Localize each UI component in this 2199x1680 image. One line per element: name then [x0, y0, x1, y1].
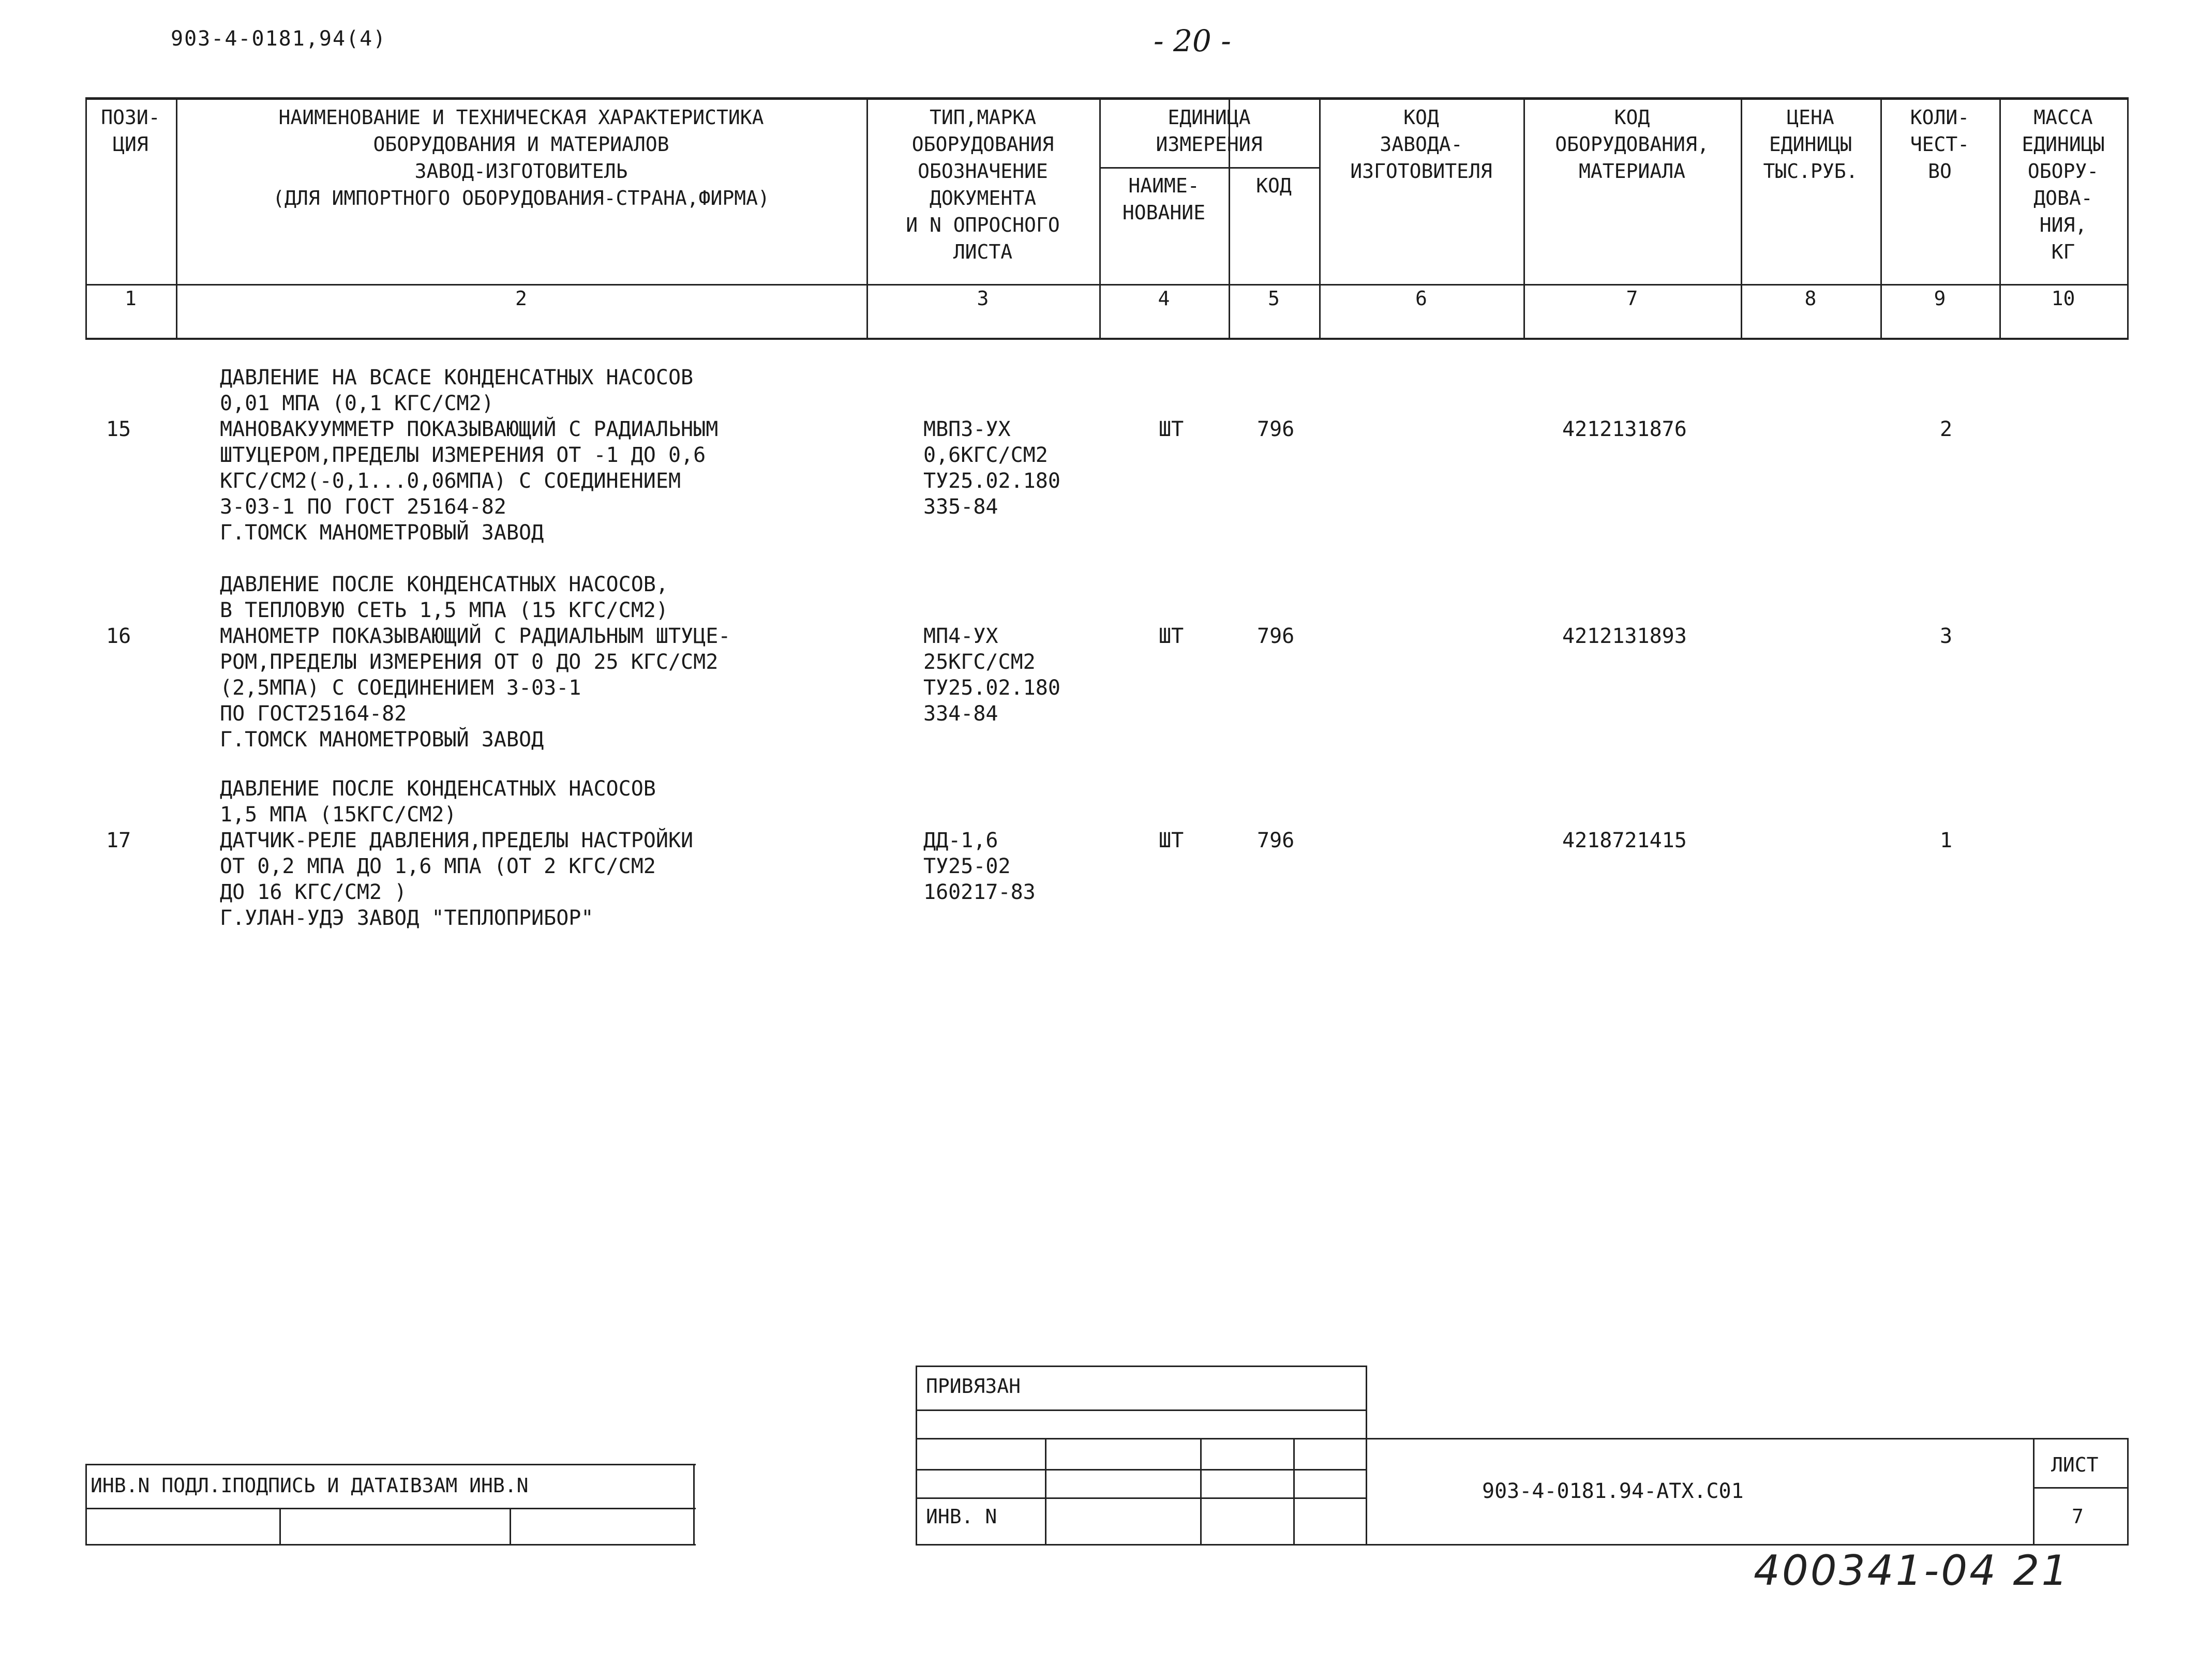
col-number: 6: [1415, 287, 1427, 310]
row-name: ДАВЛЕНИЕ ПОСЛЕ КОНДЕНСАТНЫХ НАСОСОВ 1,5 МПА (15КГС/СМ2) ДАТЧИК-РЕЛЕ ДАВЛЕНИЯ,ПРЕДЕЛЫ НАСТРОЙКИ ОТ 0,2 МПА ДО 1,6 МПА (ОТ 2 КГС/СМ2 ДО 16 КГС/СМ2 ) Г.УЛАН-УДЭ ЗАВОД "ТЕПЛОПРИБОР": [220, 777, 694, 930]
col-4-header: НАИМЕ- НОВАНИЕ: [1122, 174, 1206, 224]
row-unit-code: 796: [1257, 829, 1295, 852]
column-number-divider: [85, 284, 2129, 286]
row-type: МП4-УХ 25КГС/СМ2 ТУ25.02.180 334-84: [923, 624, 1060, 726]
col-number: 10: [2051, 287, 2075, 310]
col-3-header: ТИП,МАРКА ОБОРУДОВАНИЯ ОБОЗНАЧЕНИЕ ДОКУМЕНТА И N ОПРОСНОГО ЛИСТА: [906, 106, 1060, 263]
col-10-header: МАССА ЕДИНИЦЫ ОБОРУ- ДОВА- НИЯ, КГ: [2022, 106, 2105, 263]
col-5-header: КОД: [1256, 174, 1292, 197]
col-7-header: КОД ОБОРУДОВАНИЯ, МАТЕРИАЛА: [1555, 106, 1709, 183]
row-unit: ШТ: [1159, 624, 1184, 648]
row-unit: ШТ: [1159, 829, 1184, 852]
attached-label: ПРИВЯЗАН: [926, 1375, 1021, 1398]
col-6-header: КОД ЗАВОДА- ИЗГОТОВИТЕЛЯ: [1350, 106, 1492, 183]
unit-group-header: ЕДИНИЦА ИЗМЕРЕНИЯ: [1156, 106, 1263, 156]
page-number: - 20 -: [1154, 23, 1231, 58]
col-number: 3: [977, 287, 989, 310]
row-position: 16: [106, 624, 131, 648]
row-unit-code: 796: [1257, 417, 1295, 441]
col-number: 4: [1158, 287, 1170, 310]
row-qty: 1: [1940, 829, 1953, 852]
document-code: 903-4-0181,94(4): [171, 27, 387, 51]
col-number: 2: [515, 287, 527, 310]
col-9-header: КОЛИ- ЧЕСТ- ВО: [1910, 106, 1970, 183]
row-position: 17: [106, 829, 131, 852]
col-number: 5: [1268, 287, 1280, 310]
stamp-line: [85, 1464, 696, 1465]
inventory-number-label: ИНВ. N: [926, 1505, 997, 1528]
doc-designation: 903-4-0181.94-АТХ.С01: [1482, 1479, 1744, 1503]
row-material-code: 4218721415: [1562, 829, 1687, 852]
row-qty: 3: [1940, 624, 1953, 648]
row-unit-code: 796: [1257, 624, 1295, 648]
row-material-code: 4212131876: [1562, 417, 1687, 441]
sheet-number: 7: [2072, 1505, 2084, 1528]
row-qty: 2: [1940, 417, 1953, 441]
sheet-label: ЛИСТ: [2051, 1453, 2099, 1476]
col-2-header: НАИМЕНОВАНИЕ И ТЕХНИЧЕСКАЯ ХАРАКТЕРИСТИКА ОБОРУДОВАНИЯ И МАТЕРИАЛОВ ЗАВОД-ИЗГОТОВИТЕЛЬ (ДЛЯ ИМПОРТНОГО ОБОРУДОВАНИЯ-СТРАНА,ФИРМА): [273, 106, 770, 209]
row-type: ДД-1,6 ТУ25-02 160217-83: [923, 829, 1036, 904]
col-number: 8: [1804, 287, 1817, 310]
row-position: 15: [106, 417, 131, 441]
approval-labels: ИНВ.N ПОДЛ.IПОДПИСЬ И ДАТАIВЗАМ ИНВ.N: [91, 1474, 529, 1497]
col-number: 7: [1626, 287, 1638, 310]
row-type: МВП3-УХ 0,6КГС/СМ2 ТУ25.02.180 335-84: [923, 417, 1060, 519]
handwritten-note: 400341-04 21: [1754, 1547, 2070, 1595]
table-header: [85, 97, 2129, 340]
col-number: 1: [125, 287, 137, 310]
row-unit: ШТ: [1159, 417, 1184, 441]
col-8-header: ЦЕНА ЕДИНИЦЫ ТЫС.РУБ.: [1763, 106, 1858, 183]
row-name: ДАВЛЕНИЕ НА ВСАСЕ КОНДЕНСАТНЫХ НАСОСОВ 0,01 МПА (0,1 КГС/СМ2) МАНОВАКУУММЕТР ПОКАЗЫВАЮЩИЙ С РАДИАЛЬНЫМ ШТУЦЕРОМ,ПРЕДЕЛЫ ИЗМЕРЕНИЯ ОТ -1 ДО 0,6 КГС/СМ2(-0,1...0,06МПА) С СОЕДИНЕНИЕМ 3-03-1 ПО ГОСТ 25164-82 Г.ТОМСК МАНОМЕТРОВЫЙ ЗАВОД: [220, 366, 719, 545]
row-name: ДАВЛЕНИЕ ПОСЛЕ КОНДЕНСАТНЫХ НАСОСОВ, В ТЕПЛОВУЮ СЕТЬ 1,5 МПА (15 КГС/СМ2) МАНОМЕТР ПОКАЗЫВАЮЩИЙ С РАДИАЛЬНЫМ ШТУЦЕ- РОМ,ПРЕДЕЛЫ ИЗМЕРЕНИЯ ОТ 0 ДО 25 КГС/СМ2 (2,5МПА) С СОЕДИНЕНИЕМ 3-03-1 ПО ГОСТ25164-82 Г.ТОМСК МАНОМЕТРОВЫЙ ЗАВОД: [220, 573, 731, 752]
col-number: 9: [1934, 287, 1946, 310]
col-1-header: ПОЗИ- ЦИЯ: [101, 106, 160, 156]
row-material-code: 4212131893: [1562, 624, 1687, 648]
